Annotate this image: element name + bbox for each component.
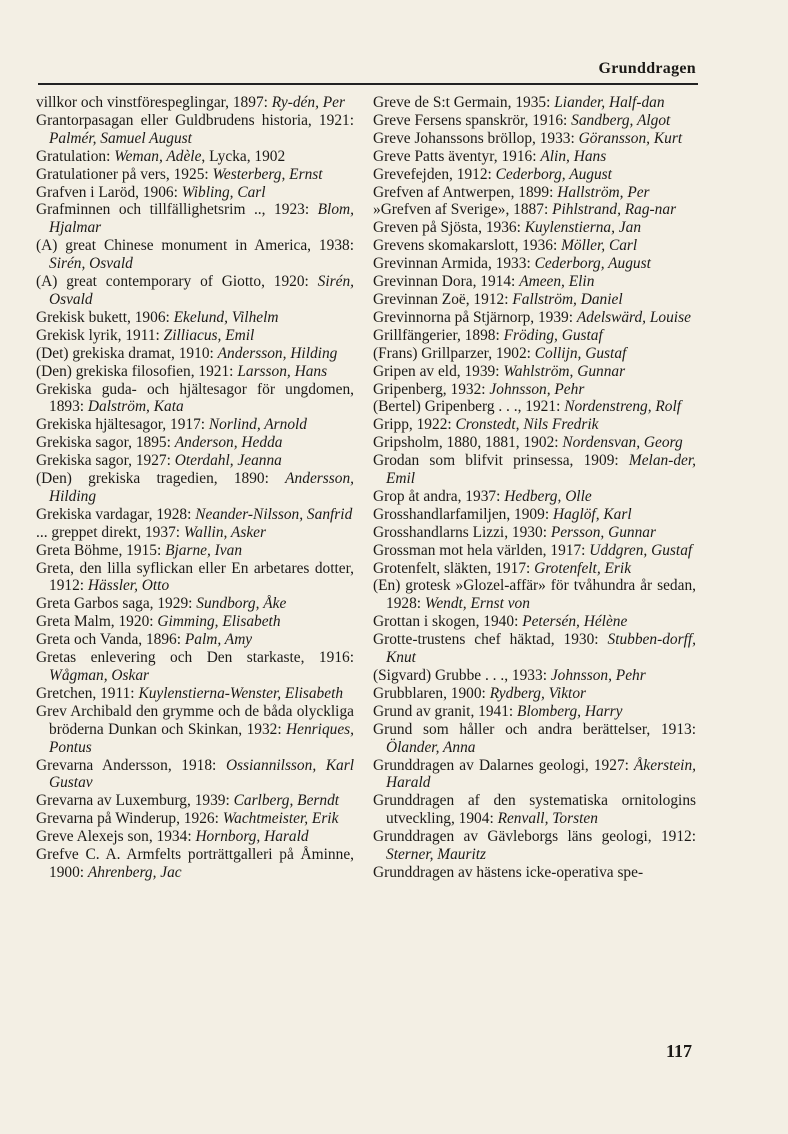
- entry-author: Westerberg, Ernst: [212, 165, 323, 183]
- index-entry: [373, 363, 696, 381]
- index-entry: [373, 577, 696, 613]
- entry-title: Grunddragen av Dalarnes geologi, 1927:: [373, 756, 635, 774]
- entry-author: Ameen, Elin: [519, 273, 595, 291]
- index-entry: [36, 416, 354, 434]
- entry-title: Greta Böhme, 1915:: [36, 541, 166, 559]
- entry-title: Grotenfelt, släkten, 1917:: [373, 559, 535, 577]
- entry-title: Grevens skomakarslott, 1936:: [373, 237, 562, 255]
- entry-title: Grekiska sagor, 1895:: [36, 434, 175, 452]
- entry-title: Grafminnen och tillfällighetsrim .., 1923:: [36, 201, 318, 219]
- entry-title: Grund som håller och andra berättelser, 1913:: [373, 720, 696, 738]
- entry-title: Grekisk bukett, 1906:: [36, 308, 174, 326]
- index-entry: [373, 488, 696, 506]
- entry-title: Grevinnan Zoë, 1912:: [373, 290, 513, 308]
- entry-title: Greve Alexejs son, 1934:: [36, 828, 196, 846]
- entry-author: Oterdahl, Jeanna: [174, 452, 282, 470]
- index-entry: [36, 184, 354, 202]
- entry-author: Alin, Hans: [540, 147, 607, 165]
- entry-author: Johnsson, Pehr: [550, 667, 646, 684]
- entry-title: Grosshandlarns Lizzi, 1930:: [373, 523, 551, 541]
- entry-title: »Grefven af Sverige», 1887:: [373, 201, 553, 219]
- index-entry: [373, 94, 696, 112]
- entry-author: Wahlström, Gunnar: [503, 362, 626, 380]
- index-entry: [373, 381, 696, 399]
- entry-author: Sterner, Mauritz: [386, 846, 487, 864]
- entry-author: Carlberg, Berndt: [233, 792, 340, 810]
- index-entry: [373, 237, 696, 255]
- index-entry: [36, 363, 354, 381]
- entry-author: Collijn, Gustaf: [534, 344, 627, 362]
- entry-author: Göransson, Kurt: [578, 129, 683, 147]
- entry-title: (Frans) Grillparzer, 1902:: [373, 344, 535, 362]
- entry-author: Andersson, Hilding: [49, 470, 354, 505]
- entry-author: Sundborg, Åke: [196, 595, 287, 613]
- index-entry: [36, 273, 354, 309]
- index-entry: [373, 560, 696, 578]
- index-entry: [36, 309, 354, 327]
- entry-author: Palm, Amy: [184, 631, 253, 649]
- index-entry: [36, 470, 354, 506]
- entry-author: Persson, Gunnar: [550, 523, 656, 541]
- index-entry: [36, 685, 354, 703]
- entry-author: Wendt, Ernst von: [424, 595, 530, 613]
- entry-title: Grafven i Laröd, 1906:: [36, 183, 182, 201]
- entry-author: Petersén, Hélène: [522, 613, 628, 631]
- index-entry: [373, 130, 696, 148]
- index-entry: [373, 148, 696, 166]
- entry-author: Wågman, Oskar: [49, 667, 150, 684]
- entry-title: Grevarna på Winderup, 1926:: [36, 810, 223, 828]
- entry-author: Liander, Half-dan: [554, 94, 665, 111]
- entry-author: Wallin, Asker: [183, 523, 266, 541]
- entry-title: Gratulationer på vers, 1925:: [36, 165, 213, 183]
- index-entry: [36, 506, 354, 524]
- entry-title: Grunddragen af den systematiska ornitologins utveckling, 1904:: [373, 792, 696, 828]
- index-entry: [373, 613, 696, 631]
- entry-tail: , Lycka, 1902: [201, 147, 286, 165]
- index-entry: [36, 595, 354, 613]
- index-entry: [36, 828, 354, 846]
- entry-author: Möller, Carl: [561, 237, 638, 255]
- left-column: [36, 94, 354, 882]
- index-entry: [36, 631, 354, 649]
- index-entry: [36, 757, 354, 793]
- entry-author: Hässler, Otto: [87, 577, 170, 595]
- entry-title: Grevinnorna på Stjärnorp, 1939:: [373, 308, 577, 326]
- entry-author: Melan-der, Emil: [386, 452, 696, 488]
- page-number: 117: [665, 1041, 692, 1061]
- entry-author: Åkerstein, Harald: [386, 756, 696, 792]
- entry-title: Gripen av eld, 1939:: [373, 362, 504, 380]
- entry-title: Gratulation:: [36, 147, 115, 165]
- index-entry: [373, 112, 696, 130]
- entry-author: Andersson, Hilding: [217, 344, 338, 362]
- index-entry: [373, 864, 696, 882]
- index-entry: [373, 345, 696, 363]
- entry-author: Blomberg, Harry: [517, 702, 623, 720]
- entry-author: Kuylenstierna-Wenster, Elisabeth: [138, 684, 344, 702]
- entry-author: Sirén, Osvald: [49, 255, 133, 273]
- index-entry: [36, 792, 354, 810]
- index-entry: [36, 237, 354, 273]
- entry-title: Grossman mot hela världen, 1917:: [373, 541, 590, 559]
- entry-author: Rydberg, Viktor: [489, 684, 586, 702]
- entry-author: Gimming, Elisabeth: [157, 613, 281, 631]
- entry-title: Grop åt andra, 1937:: [373, 487, 505, 505]
- entry-title: (Sigvard) Grubbe . . ., 1933:: [373, 667, 551, 684]
- entry-author: Uddgren, Gustaf: [589, 541, 693, 559]
- index-entry: [373, 166, 696, 184]
- index-entry: [373, 685, 696, 703]
- entry-author: Cederborg, August: [495, 165, 612, 183]
- index-entry: [373, 757, 696, 793]
- index-entry: [373, 631, 696, 667]
- entry-title: Grosshandlarfamiljen, 1909:: [373, 505, 553, 523]
- entry-title: (Det) grekiska dramat, 1910:: [36, 344, 218, 362]
- entry-title: Gretas enlevering och Den starkaste, 1916:: [36, 649, 354, 667]
- index-entry: [36, 327, 354, 345]
- entry-author: Pihlstrand, Rag-nar: [552, 201, 677, 219]
- entry-author: Hedberg, Olle: [504, 487, 592, 505]
- entry-title: Grekiska hjältesagor, 1917:: [36, 416, 209, 434]
- entry-title: Grev Archibald den grymme och de båda olyckliga bröderna Dunkan och Skinkan, 1932:: [36, 702, 354, 738]
- index-entry: [36, 94, 354, 112]
- entry-author: Bjarne, Ivan: [165, 541, 243, 559]
- entry-title: Grekiska vardagar, 1928:: [36, 505, 196, 523]
- index-entry: [36, 560, 354, 596]
- entry-author: Haglöf, Karl: [552, 505, 632, 523]
- entry-title: (A) great Chinese monument in America, 1938:: [36, 237, 354, 255]
- entry-title: Grekiska guda- och hjältesagor för ungdomen, 1893:: [36, 380, 354, 416]
- entry-author: Hallström, Per: [557, 183, 650, 201]
- index-entry: [373, 184, 696, 202]
- entry-title: Greta, den lilla syflickan eller En arbetares dotter, 1912:: [36, 559, 354, 595]
- index-entry: [36, 345, 354, 363]
- entry-title: Grevinnan Dora, 1914:: [373, 273, 520, 291]
- entry-title: Grubblaren, 1900:: [373, 684, 490, 702]
- index-entry: [373, 452, 696, 488]
- entry-title: Gripsholm, 1880, 1881, 1902:: [373, 434, 563, 452]
- entry-title: Grunddragen av Gävleborgs läns geologi, 1912:: [373, 828, 696, 846]
- entry-author: Hornborg, Harald: [195, 828, 309, 846]
- entry-title: Grund av granit, 1941:: [373, 702, 518, 720]
- index-entry: [36, 613, 354, 631]
- index-entry: [373, 398, 696, 416]
- index-entry: [36, 703, 354, 757]
- entry-title: Greven på Sjösta, 1936:: [373, 219, 525, 237]
- header-rule: [38, 83, 698, 85]
- index-entry: [373, 291, 696, 309]
- index-entry: [373, 327, 696, 345]
- entry-title: Grodan som blifvit prinsessa, 1909:: [373, 452, 629, 470]
- entry-title: (Den) grekiska filosofien, 1921:: [36, 362, 238, 380]
- entry-author: Ekelund, Vilhelm: [173, 308, 279, 326]
- entry-author: Weman, Adèle: [114, 147, 202, 165]
- index-entry: [373, 273, 696, 291]
- index-entry: [373, 524, 696, 542]
- entry-title: Grekisk lyrik, 1911:: [36, 326, 164, 344]
- entry-title: (Den) grekiska tragedien, 1890:: [36, 470, 286, 488]
- entry-author: Larsson, Hans: [237, 362, 328, 380]
- entry-author: Palmér, Samuel August: [49, 129, 192, 147]
- index-entry: [373, 201, 696, 219]
- index-entry: [373, 416, 696, 434]
- index-entry: [373, 506, 696, 524]
- entry-title: Grevinnan Armida, 1933:: [373, 255, 535, 273]
- index-entry: [36, 201, 354, 237]
- running-head: Grunddragen: [598, 60, 696, 77]
- entry-title: Grefve C. A. Armfelts porträttgalleri på Åminne, 1900:: [36, 846, 354, 881]
- entry-author: Fallström, Daniel: [512, 290, 623, 308]
- entry-author: Johnsson, Pehr: [489, 380, 585, 398]
- entry-author: Zilliacus, Emil: [163, 326, 255, 344]
- entry-title: Greta Garbos saga, 1929:: [36, 595, 197, 613]
- entry-title: Greve de S:t Germain, 1935:: [373, 94, 555, 111]
- index-entry: [373, 309, 696, 327]
- entry-author: Neander-Nilsson, Sanfrid: [195, 505, 353, 523]
- index-entry: [373, 255, 696, 273]
- entry-title: (Bertel) Gripenberg . . ., 1921:: [373, 398, 565, 416]
- entry-author: Sandberg, Algot: [571, 111, 671, 129]
- index-entry: [36, 649, 354, 685]
- entry-title: (En) grotesk »Glozel-affär» för tvåhundra år sedan, 1928:: [373, 577, 696, 613]
- entry-author: Ölander, Anna: [386, 738, 476, 756]
- entry-author: Nordensvan, Georg: [562, 434, 683, 452]
- entry-author: Wibling, Carl: [181, 183, 266, 201]
- entry-title: (A) great contemporary of Giotto, 1920:: [36, 273, 318, 291]
- entry-author: Dalström, Kata: [87, 398, 184, 416]
- index-entry: [36, 810, 354, 828]
- entry-author: Cederborg, August: [534, 255, 651, 273]
- entry-title: Grefven af Antwerpen, 1899:: [373, 183, 558, 201]
- entry-author: Adelswärd, Louise: [576, 308, 691, 326]
- entry-title: Greta Malm, 1920:: [36, 613, 158, 631]
- entry-title: Grotte-trustens chef häktad, 1930:: [373, 631, 608, 649]
- entry-author: Wachtmeister, Erik: [222, 810, 339, 828]
- entry-author: Fröding, Gustaf: [503, 326, 603, 344]
- index-entry: [36, 381, 354, 417]
- index-entry: [36, 112, 354, 148]
- entry-title: Gripenberg, 1932:: [373, 380, 490, 398]
- entry-author: Ry-dén, Per: [271, 94, 345, 111]
- index-entry: [36, 846, 354, 882]
- index-entry: [36, 542, 354, 560]
- entry-title: Grevarna Andersson, 1918:: [36, 756, 226, 774]
- entry-author: Ahrenberg, Jac: [87, 863, 182, 881]
- entry-author: Anderson, Hedda: [174, 434, 283, 452]
- index-entry: [373, 703, 696, 721]
- index-entry: [373, 828, 696, 864]
- entry-title: Grevefejden, 1912:: [373, 165, 496, 183]
- entry-author: Cronstedt, Nils Fredrik: [455, 416, 599, 434]
- entry-title: Grantorpasagan eller Guldbrudens historia, 1921:: [36, 111, 354, 129]
- index-entry: [373, 667, 696, 685]
- entry-author: Grotenfelt, Erik: [534, 559, 632, 577]
- index-entry: [373, 219, 696, 237]
- entry-title: Grunddragen av hästens icke-operativa spe-: [373, 863, 644, 881]
- index-entry: [373, 792, 696, 828]
- entry-author: Norlind, Arnold: [208, 416, 307, 434]
- entry-title: Greve Fersens spanskrör, 1916:: [373, 111, 572, 129]
- right-column: [373, 94, 696, 882]
- entry-title: Greta och Vanda, 1896:: [36, 631, 185, 649]
- entry-author: Henriques, Pontus: [49, 720, 354, 756]
- entry-author: Renvall, Torsten: [497, 810, 598, 828]
- entry-author: Ossiannilsson, Karl Gustav: [49, 756, 354, 792]
- index-entry: [36, 524, 354, 542]
- entry-title: Gripp, 1922:: [373, 416, 456, 434]
- entry-title: Grekiska sagor, 1927:: [36, 452, 175, 470]
- entry-title: ... greppet direkt, 1937:: [36, 523, 184, 541]
- index-entry: [373, 434, 696, 452]
- index-entry: [36, 452, 354, 470]
- entry-title: Grottan i skogen, 1940:: [373, 613, 523, 631]
- index-entry: [373, 721, 696, 757]
- index-entry: [36, 148, 354, 166]
- entry-author: Blom, Hjalmar: [49, 201, 354, 237]
- entry-title: villkor och vinstförespeglingar, 1897:: [36, 94, 272, 111]
- entry-author: Kuylenstierna, Jan: [524, 219, 642, 237]
- entry-title: Greve Johanssons bröllop, 1933:: [373, 129, 579, 147]
- entry-title: Gretchen, 1911:: [36, 684, 139, 702]
- index-entry: [373, 542, 696, 560]
- entry-title: Greve Patts äventyr, 1916:: [373, 147, 541, 165]
- entry-title: Grillfängerier, 1898:: [373, 326, 504, 344]
- entry-author: Nordenstreng, Rolf: [564, 398, 682, 416]
- index-entry: [36, 434, 354, 452]
- index-entry: [36, 166, 354, 184]
- entry-author: Stubben-dorff, Knut: [386, 631, 696, 667]
- entry-author: Sirén, Osvald: [49, 273, 354, 308]
- entry-title: Grevarna av Luxemburg, 1939:: [36, 792, 234, 810]
